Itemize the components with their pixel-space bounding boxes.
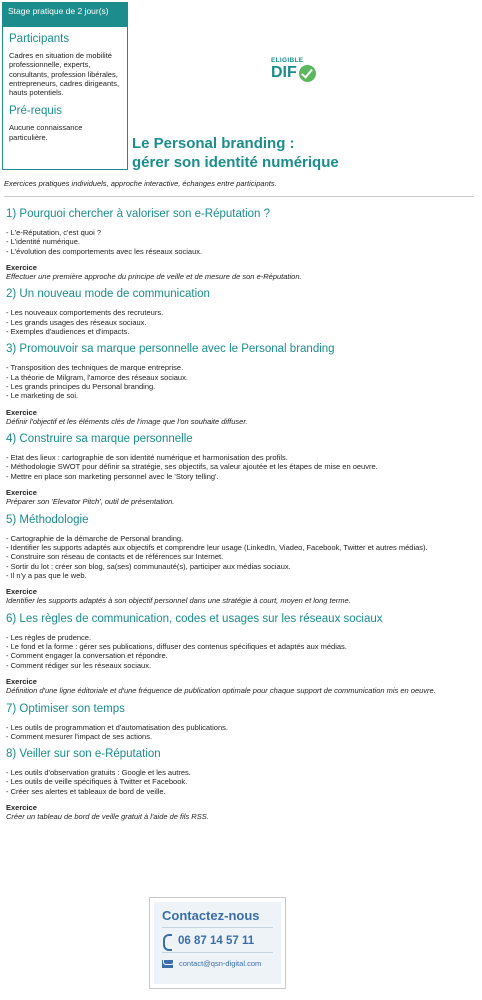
section-item: - Méthodologie SWOT pour définir sa stratégie, ses objectifs, sa valeur ajoutée et les étapes de mise en oeuvre. [6,462,378,472]
section-item: - L'évolution des comportements avec les réseaux sociaux. [6,246,203,256]
program-section [6,343,476,426]
exercise-label: Exercice [6,676,37,686]
badge-dif-row [271,64,323,82]
section-title: 2) Un nouveau mode de communication [6,288,210,301]
section-item: - Sortir du lot : créer son blog, sa(ses) communauté(s), participer aux médias sociaux. [6,561,291,571]
prerequisites-text: Aucune connaissance particulière. [9,123,83,142]
title-line-1: Le Personal branding : [132,135,295,152]
section-item: - Mettre en place son marketing personnel avec le 'Story telling'. [6,471,219,481]
section-title: 3) Promouvoir sa marque personnelle avec le Personal branding [6,343,335,356]
section-item: - Comment engager la conversation et répondre. [6,651,168,661]
program-section [6,208,476,281]
section-item: - L'identité numérique. [6,237,80,247]
contact-email-row[interactable] [162,953,273,968]
contact-phone[interactable]: 06 87 14 57 11 [178,934,255,947]
intro-text: Exercices pratiques individuels, approche interactive, échanges entre participants. [4,179,277,188]
contact-email[interactable]: contact@qsn-digital.com [179,959,262,968]
program-section [6,613,476,696]
program-section [6,433,476,506]
duration-header: Stage pratique de 2 jour(s) [2,2,128,27]
program-section [6,703,476,742]
section-item: - Identifier les supports adaptés aux objectifs et comprendre leur usage (LinkedIn, Viadeo, Facebook, Twitter et autres médias). [6,542,428,552]
exercise-label: Exercice [6,407,37,417]
exercise-label: Exercice [6,587,37,597]
section-title: 4) Construire sa marque personnelle [6,433,193,446]
contact-inner [154,902,281,984]
exercise-text: Identifier les supports adaptés à son objectif personnel dans une stratégie à court, moyen et long terme. [6,596,351,606]
section-item: - Il n'y a pas que le web. [6,570,87,580]
section-item: - Transposition des techniques de marque entreprise. [6,363,184,373]
exercise-label: Exercice [6,802,37,812]
section-item: - Comment rédiger sur les réseaux sociaux. [6,660,152,670]
page-title [132,134,339,172]
section-item: - La théorie de Milgram, l'amorce des réseaux sociaux. [6,372,188,382]
checkmark-icon [299,65,316,82]
section-item: - Le fond et la forme : gérer ses publications, diffuser des contenus spécifiques et adaptés aux médias. [6,642,347,652]
section-item: - Comment mesurer l'impact de ses actions. [6,731,153,741]
course-program [6,208,476,829]
participants-title: Participants [9,33,70,45]
section-item: - Les outils d'observation gratuits : Google et les autres. [6,768,191,778]
section-title: 5) Méthodologie [6,513,89,526]
participants-text: Cadres en situation de mobilité professionnelle, experts, consultants, profession libérales, entrepreneurs, cadres dirigeants, hauts potentiels. [9,51,120,98]
divider [4,196,474,197]
exercise-label: Exercice [6,262,37,272]
badge-eligible-label: ELIGIBLE [271,57,304,64]
contact-box [149,897,286,989]
section-title: 1) Pourquoi chercher à valoriser son e-Réputation ? [6,208,271,220]
section-item: - Les règles de prudence. [6,632,92,642]
section-item: - Les outils de veille spécifiques à Twitter et Facebook. [6,777,188,787]
section-title: 8) Veiller sur son e-Réputation [6,748,161,761]
course-info-sidebar [2,2,128,170]
section-title: 6) Les règles de communication, codes et usages sur les réseaux sociaux [6,612,383,625]
section-title: 7) Optimiser son temps [6,702,125,715]
section-item: - Cartographie de la démarche de Personal branding. [6,533,184,543]
contact-title: Contactez-nous [162,908,273,928]
exercise-text: Préparer son 'Elevator Pitch', outil de présentation. [6,497,175,507]
mail-icon [162,960,173,968]
contact-phone-row[interactable] [162,928,273,953]
section-item: - Exemples d'audiences et d'impacts. [6,327,130,337]
program-section [6,288,476,336]
eligible-dif-badge [271,57,323,89]
exercise-text: Définir l'objectif et les éléments clés de l'image que l'on souhaite diffuser. [6,416,248,426]
exercise-text: Effectuer une première approche du principe de veille et de mesure de son e-Réputation. [6,272,302,282]
badge-dif-label: DIF [271,64,297,81]
section-item: - Etat des lieux : cartographie de son identité numérique et harmonisation des profils. [6,453,288,463]
section-item: - Les grands usages des réseaux sociaux. [6,317,147,327]
phone-icon [162,934,172,947]
section-item: - Les grands principes du Personal branding. [6,381,156,391]
section-item: - Les nouveaux comportements des recruteurs. [6,308,164,318]
title-line-2: gérer son identité numérique [132,154,339,171]
program-section [6,748,476,821]
exercise-text: Définition d'une ligne éditoriale et d'une fréquence de publication optimale pour chaque support de communication mis en oeuvre. [6,686,436,696]
section-item: - Le marketing de soi. [6,391,79,401]
exercise-text: Créer un tableau de bord de veille gratuit à l'aide de fils RSS. [6,812,209,822]
section-item: - Les outils de programmation et d'automatisation des publications. [6,722,228,732]
sidebar-box [2,27,128,170]
section-item: - L'e-Réputation, c'est quoi ? [6,228,102,237]
section-item: - Construire son réseau de contacts et de références sur Internet. [6,552,224,562]
program-section [6,514,476,606]
section-item: - Créer ses alertes et tableaux de bord de veille. [6,786,166,796]
prerequisites-title: Pré-requis [9,105,63,118]
exercise-label: Exercice [6,488,37,498]
